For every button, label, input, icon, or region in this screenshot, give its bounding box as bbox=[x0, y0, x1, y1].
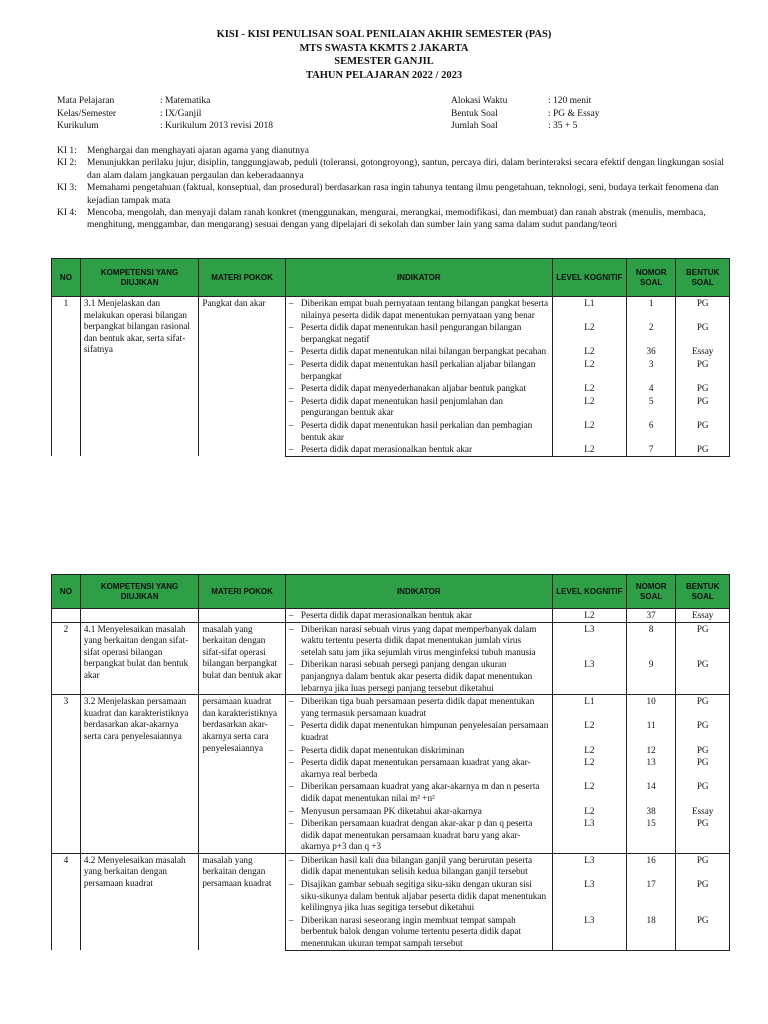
level-cell: L3 bbox=[552, 817, 626, 853]
nomor-cell: 5 bbox=[626, 395, 675, 419]
bentuk-cell: PG bbox=[676, 321, 730, 345]
table-header-row bbox=[52, 575, 730, 609]
col-header-indikator: INDIKATOR bbox=[285, 259, 552, 297]
semester-label: SEMESTER GANJIL bbox=[334, 56, 434, 67]
indikator-item bbox=[289, 396, 549, 419]
dash-marker: – bbox=[288, 914, 294, 925]
indikator-item bbox=[289, 696, 549, 719]
meta-value: : IX/Ganjil bbox=[160, 108, 202, 119]
ki-label: KI 4: bbox=[57, 208, 77, 219]
dash-marker: – bbox=[288, 383, 294, 394]
nomor-cell: 17 bbox=[626, 878, 675, 914]
indikator-cell bbox=[285, 658, 552, 694]
indikator-item bbox=[289, 818, 549, 853]
indikator-text: Peserta didik dapat menyederhanakan aljabar bentuk pangkat bbox=[300, 383, 526, 394]
indikator-item bbox=[289, 359, 549, 382]
indikator-item bbox=[289, 420, 549, 443]
ki-text: Mencoba, mengolah, dan menyaji dalam ranah konkret (menggunakan, mengurai, merangkai, memodifikasi, dan membuat) dan ranah abstrak (menulis, membaca, menghitung, menggambar, dan mengarang) sesuai dengan yang dipelajari di sekolah dan sumber lain yang sama dalam sudut pandang/teori bbox=[87, 208, 706, 231]
indikator-item bbox=[289, 915, 549, 950]
nomor-cell: 1 bbox=[626, 297, 675, 322]
indikator-item bbox=[289, 879, 549, 914]
bentuk-cell: PG bbox=[676, 658, 730, 694]
indikator-item bbox=[289, 659, 549, 694]
col-header-level: LEVEL KOGNITIF bbox=[552, 259, 626, 297]
meta-key: Alokasi Waktu bbox=[451, 96, 508, 106]
ki-label: KI 3: bbox=[57, 183, 77, 194]
bentuk-cell: PG bbox=[676, 744, 730, 757]
indikator-cell bbox=[285, 609, 552, 623]
bentuk-cell: PG bbox=[676, 622, 730, 658]
kompetensi-cell: 3.1 Menjelaskan dan melakukan operasi bilangan berpangkat bilangan rasional dan bentuk akar, serta sifat-sifatnya bbox=[80, 297, 198, 457]
meta-key: Kurikulum bbox=[57, 121, 99, 131]
grid-table-2 bbox=[51, 574, 730, 951]
nomor-cell: 2 bbox=[626, 321, 675, 345]
ki-item bbox=[57, 182, 725, 207]
row-number: 3 bbox=[52, 695, 81, 854]
level-cell: L2 bbox=[552, 382, 626, 395]
level-cell: L2 bbox=[552, 719, 626, 743]
nomor-cell: 38 bbox=[626, 805, 675, 818]
materi-cell: Pangkat dan akar bbox=[199, 297, 286, 457]
academic-year: TAHUN PELAJARAN 2022 / 2023 bbox=[305, 69, 463, 81]
table-row bbox=[52, 297, 730, 322]
bentuk-cell: PG bbox=[676, 756, 730, 780]
table-row bbox=[52, 609, 730, 623]
indikator-cell bbox=[285, 345, 552, 358]
bentuk-cell: PG bbox=[676, 395, 730, 419]
level-cell: L3 bbox=[552, 853, 626, 878]
col-header-bentuk: BENTUK SOAL bbox=[676, 259, 730, 297]
bentuk-cell: PG bbox=[676, 719, 730, 743]
indikator-item bbox=[289, 855, 549, 878]
meta-value: : Matematika bbox=[160, 96, 211, 106]
ki-label: KI 2: bbox=[57, 158, 77, 169]
indikator-cell bbox=[285, 395, 552, 419]
nomor-cell: 3 bbox=[626, 358, 675, 382]
kompetensi-cell: 4.1 Menyelesaikan masalah yang berkaitan dengan sifat-sifat operasi bilangan berpangkat bulat dan bentuk akar bbox=[80, 622, 198, 695]
dash-marker: – bbox=[288, 623, 294, 634]
indikator-item bbox=[289, 806, 549, 818]
bentuk-cell: PG bbox=[676, 358, 730, 382]
dash-marker: – bbox=[288, 659, 294, 670]
indikator-cell bbox=[285, 297, 552, 322]
col-header-no: NO bbox=[52, 259, 81, 297]
level-cell: L3 bbox=[552, 622, 626, 658]
dash-marker: – bbox=[288, 805, 294, 816]
indikator-item bbox=[289, 720, 549, 743]
level-cell: L2 bbox=[552, 756, 626, 780]
indikator-text: Disajikan gambar sebuah segitiga siku-siku dengan ukuran sisi siku-sikunya dalam bentuk aljabar peserta didik dapat menentukan kelilingnya jika luas segitiga tersebut diketahui bbox=[300, 879, 547, 913]
dash-marker: – bbox=[288, 696, 294, 707]
dash-marker: – bbox=[288, 757, 294, 768]
document-title-block bbox=[0, 28, 768, 82]
bentuk-cell: PG bbox=[676, 878, 730, 914]
indikator-cell bbox=[285, 914, 552, 950]
meta-value: : Kurikulum 2013 revisi 2018 bbox=[160, 121, 273, 131]
meta-left bbox=[57, 95, 273, 133]
indikator-item bbox=[289, 610, 549, 622]
level-cell: L2 bbox=[552, 805, 626, 818]
indikator-item bbox=[289, 322, 549, 345]
level-cell: L2 bbox=[552, 358, 626, 382]
dash-marker: – bbox=[288, 781, 294, 792]
indikator-cell bbox=[285, 622, 552, 658]
indikator-text: Menyusun persamaan PK diketahui akar-akarnya bbox=[300, 805, 482, 816]
indikator-text: Peserta didik dapat merasionalkan bentuk akar bbox=[300, 610, 473, 620]
col-header-kompetensi: KOMPETENSI YANG DIUJIKAN bbox=[80, 259, 198, 297]
row-number: 4 bbox=[52, 853, 81, 950]
dash-marker: – bbox=[288, 346, 294, 357]
dash-marker: – bbox=[288, 444, 294, 455]
nomor-cell: 10 bbox=[626, 695, 675, 720]
col-header-nomor: NOMOR SOAL bbox=[626, 259, 675, 297]
level-cell: L1 bbox=[552, 297, 626, 322]
indikator-text: Diberikan hasil kali dua bilangan ganjil yang berurutan peserta didik dapat menentukan selisih kedua bilangan ganjil tersebut bbox=[300, 854, 533, 877]
meta-right bbox=[451, 95, 599, 133]
nomor-cell: 8 bbox=[626, 622, 675, 658]
indikator-text: Peserta didik dapat menentukan himpunan penyelesaian persamaan kuadrat bbox=[300, 720, 549, 742]
indikator-item bbox=[289, 346, 549, 358]
nomor-cell: 6 bbox=[626, 419, 675, 443]
indikator-item bbox=[289, 383, 549, 395]
indikator-text: Diberikan narasi sebuah persegi panjang dengan ukuran panjangnya dalam bentuk akar peserta didik dapat menentukan lebarnya jika luas persegi panjang tersebut diketahui bbox=[300, 659, 533, 693]
ki-text: Menghargai dan menghayati ajaran agama yang dianutnya bbox=[87, 146, 309, 156]
indikator-cell bbox=[285, 756, 552, 780]
table-row bbox=[52, 695, 730, 720]
indikator-cell bbox=[285, 358, 552, 382]
meta-value: : PG & Essay bbox=[548, 108, 600, 119]
col-header-indikator: INDIKATOR bbox=[285, 575, 552, 609]
indikator-text: Diberikan persamaan kuadrat dengan akar-akar p dan q peserta didik dapat menentukan persamaan kuadrat baru yang akar-akarnya p+3 dan q +3 bbox=[300, 818, 533, 852]
level-cell: L3 bbox=[552, 914, 626, 950]
dash-marker: – bbox=[288, 720, 294, 731]
nomor-cell: 15 bbox=[626, 817, 675, 853]
level-cell: L2 bbox=[552, 443, 626, 456]
col-header-kompetensi: KOMPETENSI YANG DIUJIKAN bbox=[80, 575, 198, 609]
bentuk-cell: PG bbox=[676, 382, 730, 395]
indikator-cell bbox=[285, 321, 552, 345]
dash-marker: – bbox=[288, 358, 294, 369]
nomor-cell: 18 bbox=[626, 914, 675, 950]
meta-key: Kelas/Semester bbox=[57, 108, 117, 119]
level-cell: L2 bbox=[552, 345, 626, 358]
ki-item bbox=[57, 145, 725, 157]
bentuk-cell: Essay bbox=[676, 805, 730, 818]
table-row bbox=[52, 622, 730, 658]
materi-cell: masalah yang berkaitan dengan sifat-sifat operasi bilangan berpangkat bulat dan bentuk akar bbox=[199, 622, 286, 695]
dash-marker: – bbox=[288, 854, 294, 865]
level-cell: L2 bbox=[552, 780, 626, 804]
meta-value: : 35 + 5 bbox=[548, 121, 578, 131]
level-cell: L1 bbox=[552, 695, 626, 720]
materi-cell: masalah yang berkaitan dengan persamaan kuadrat bbox=[199, 853, 286, 950]
indikator-cell bbox=[285, 853, 552, 878]
indikator-text: Peserta didik dapat menentukan hasil perkalian aljabar bilangan berpangkat bbox=[300, 358, 536, 381]
grid-table-1 bbox=[51, 258, 730, 457]
bentuk-cell: PG bbox=[676, 695, 730, 720]
nomor-cell: 4 bbox=[626, 382, 675, 395]
indikator-item bbox=[289, 745, 549, 757]
indikator-cell bbox=[285, 443, 552, 456]
meta-key: Mata Pelajaran bbox=[57, 96, 115, 106]
kompetensi-cell bbox=[80, 609, 198, 623]
indikator-cell bbox=[285, 382, 552, 395]
indikator-text: Peserta didik dapat menentukan hasil pengurangan bilangan berpangkat negatif bbox=[300, 322, 522, 344]
indikator-item bbox=[289, 624, 549, 659]
nomor-cell: 12 bbox=[626, 744, 675, 757]
indikator-text: Peserta didik dapat menentukan hasil penjumlahan dan pengurangan bentuk akar bbox=[300, 395, 503, 418]
bentuk-cell: PG bbox=[676, 853, 730, 878]
nomor-cell: 37 bbox=[626, 609, 675, 623]
indikator-cell bbox=[285, 744, 552, 757]
ki-text: Memahami pengetahuan (faktual, konseptual, dan prosedural) berdasarkan rasa ingin tahunya tentang ilmu pengetahuan, teknologi, seni, budaya terkait fenomena dan kejadian tampak mata bbox=[87, 183, 719, 206]
col-header-materi: MATERI POKOK bbox=[199, 259, 286, 297]
indikator-item bbox=[289, 298, 549, 321]
bentuk-cell: PG bbox=[676, 419, 730, 443]
nomor-cell: 13 bbox=[626, 756, 675, 780]
dash-marker: – bbox=[288, 744, 294, 755]
indikator-text: Diberikan empat buah pernyataan tentang bilangan pangkat beserta nilainya peserta didik dapat menentukan pernyataan yang benar bbox=[300, 298, 549, 320]
bentuk-cell: Essay bbox=[676, 609, 730, 623]
indikator-text: Peserta didik dapat menentukan nilai bilangan berpangkat pecahan bbox=[300, 346, 547, 357]
dash-marker: – bbox=[288, 818, 294, 829]
nomor-cell: 14 bbox=[626, 780, 675, 804]
table-row bbox=[52, 853, 730, 878]
ki-item bbox=[57, 207, 725, 232]
col-header-no: NO bbox=[52, 575, 81, 609]
col-header-nomor: NOMOR SOAL bbox=[626, 575, 675, 609]
col-header-materi: MATERI POKOK bbox=[199, 575, 286, 609]
indikator-cell bbox=[285, 719, 552, 743]
level-cell: L2 bbox=[552, 609, 626, 623]
nomor-cell: 36 bbox=[626, 345, 675, 358]
kompetensi-cell: 4.2 Menyelesaikan masalah yang berkaitan dengan persamaan kuadrat bbox=[80, 853, 198, 950]
kompetensi-cell: 3.2 Menjelaskan persamaan kuadrat dan karakteristiknya berdasarkan akar-akarnya serta cara penyelesaiannya bbox=[80, 695, 198, 854]
bentuk-cell: PG bbox=[676, 297, 730, 322]
indikator-text: Peserta didik dapat menentukan persamaan kuadrat yang akar-akarnya real berbeda bbox=[300, 757, 531, 779]
col-header-bentuk: BENTUK SOAL bbox=[676, 575, 730, 609]
bentuk-cell: PG bbox=[676, 914, 730, 950]
dash-marker: – bbox=[288, 879, 294, 890]
indikator-text: Peserta didik dapat merasionalkan bentuk akar bbox=[300, 444, 473, 455]
indikator-cell bbox=[285, 695, 552, 720]
indikator-text: Diberikan persamaan kuadrat yang akar-akarnya m dan n peserta didik dapat menentukan nilai m² +n² bbox=[300, 781, 540, 803]
meta-value: : 120 menit bbox=[548, 96, 592, 106]
indikator-cell bbox=[285, 419, 552, 443]
indikator-text: Diberikan tiga buah persamaan peserta didik dapat menentukan yang termasuk persamaan kuadrat bbox=[300, 696, 535, 718]
materi-cell bbox=[199, 609, 286, 623]
indikator-item bbox=[289, 781, 549, 804]
indikator-item bbox=[289, 757, 549, 780]
row-number: 2 bbox=[52, 622, 81, 695]
meta-key: Jumlah Soal bbox=[451, 121, 498, 131]
bentuk-cell: PG bbox=[676, 780, 730, 804]
nomor-cell: 11 bbox=[626, 719, 675, 743]
indikator-cell bbox=[285, 805, 552, 818]
indikator-text: Peserta didik dapat menentukan hasil perkalian dan pembagian bentuk akar bbox=[300, 419, 533, 442]
ki-text: Menunjukkan perilaku jujur, disiplin, tanggungjawab, peduli (toleransi, gotongroyong), santun, percaya diri, dalam berinteraksi secara efektif dengan lingkungan sosial dan alam dalam jangkauan pergaulan dan keberadaannya bbox=[87, 158, 725, 181]
indikator-text: Diberikan narasi sebuah virus yang dapat memperbanyak dalam waktu tertentu peserta didik dapat menentukan jumlah virus setelah satu jam jika sejumlah virus menginfeksi tubuh manusia bbox=[300, 623, 537, 657]
level-cell: L2 bbox=[552, 744, 626, 757]
school-name: MTS SWASTA KKMTS 2 JAKARTA bbox=[299, 42, 469, 54]
dash-marker: – bbox=[288, 419, 294, 430]
ki-list bbox=[57, 145, 725, 232]
nomor-cell: 7 bbox=[626, 443, 675, 456]
bentuk-cell: PG bbox=[676, 817, 730, 853]
ki-label: KI 1: bbox=[57, 146, 77, 156]
ki-item bbox=[57, 157, 725, 182]
indikator-item bbox=[289, 444, 549, 456]
dash-marker: – bbox=[288, 322, 294, 333]
col-header-level: LEVEL KOGNITIF bbox=[552, 575, 626, 609]
row-number: 1 bbox=[52, 297, 81, 457]
level-cell: L3 bbox=[552, 878, 626, 914]
nomor-cell: 16 bbox=[626, 853, 675, 878]
indikator-text: Diberikan narasi seseorang ingin membuat tempat sampah berbentuk balok dengan volume tertentu peserta didik dapat menentukan ukuran tempat sampah tersebut bbox=[300, 914, 522, 949]
indikator-cell bbox=[285, 780, 552, 804]
dash-marker: – bbox=[288, 298, 294, 308]
level-cell: L2 bbox=[552, 321, 626, 345]
level-cell: L3 bbox=[552, 658, 626, 694]
indikator-cell bbox=[285, 817, 552, 853]
level-cell: L2 bbox=[552, 395, 626, 419]
row-number bbox=[52, 609, 81, 623]
dash-marker: – bbox=[288, 610, 294, 620]
bentuk-cell: Essay bbox=[676, 345, 730, 358]
indikator-text: Peserta didik dapat menentukan diskriminan bbox=[300, 744, 465, 755]
indikator-cell bbox=[285, 878, 552, 914]
table-header-row bbox=[52, 259, 730, 297]
dash-marker: – bbox=[288, 395, 294, 406]
bentuk-cell: PG bbox=[676, 443, 730, 456]
materi-cell: persamaan kuadrat dan karakteristiknya berdasarkan akar-akarnya serta cara penyelesaiannya bbox=[199, 695, 286, 854]
level-cell: L2 bbox=[552, 419, 626, 443]
meta-key: Bentuk Soal bbox=[451, 108, 498, 119]
nomor-cell: 9 bbox=[626, 658, 675, 694]
document-title: KISI - KISI PENULISAN SOAL PENILAIAN AKHIR SEMESTER (PAS) bbox=[216, 29, 552, 40]
